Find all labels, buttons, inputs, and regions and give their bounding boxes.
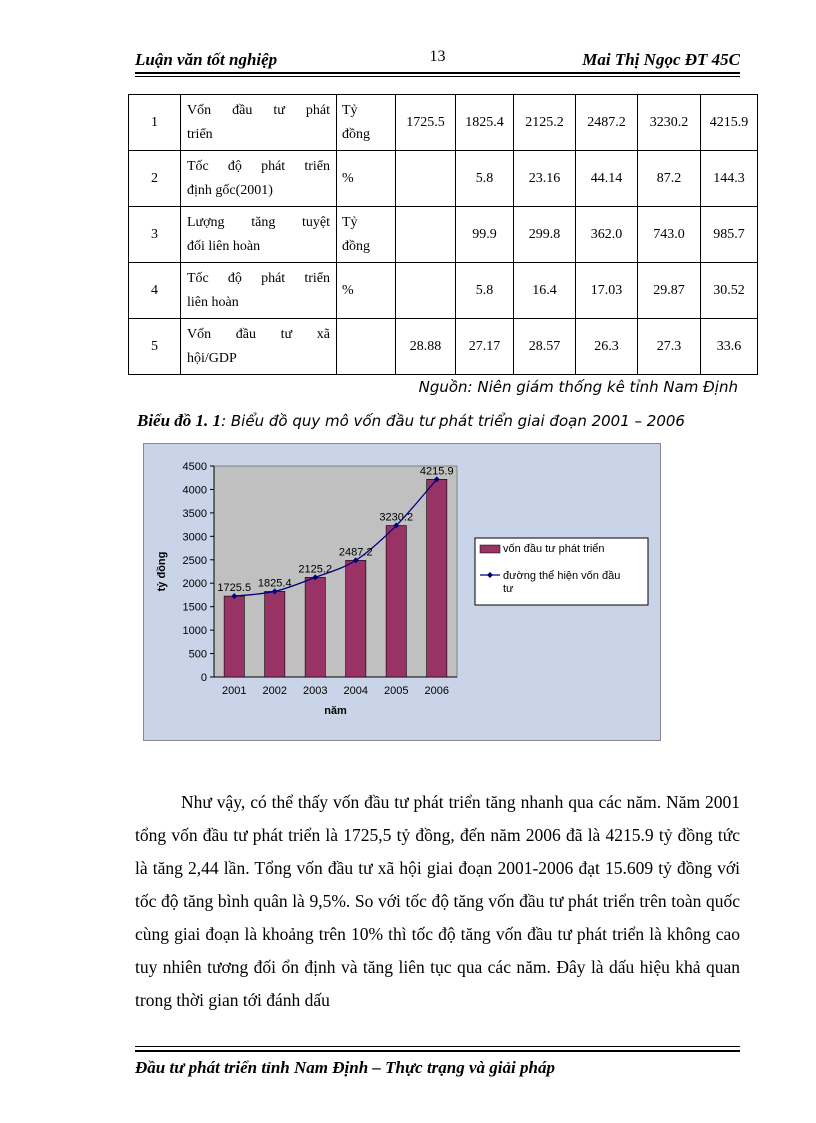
data-label: 4215.9 xyxy=(419,465,454,478)
row-value: 5.8 xyxy=(456,263,514,319)
x-tick-label: 2001 xyxy=(222,685,247,697)
indicator-line: Vốn đầu tư phát xyxy=(187,102,330,118)
row-value: 4215.9 xyxy=(701,95,758,151)
indicator-line: Tốc độ phát triển xyxy=(187,270,330,286)
row-value: 28.57 xyxy=(514,319,576,375)
row-value xyxy=(396,207,456,263)
data-label: 1825.4 xyxy=(257,577,292,590)
table-row xyxy=(129,319,758,375)
table-row xyxy=(129,207,758,263)
row-value: 3230.2 xyxy=(638,95,701,151)
data-label: 3230.2 xyxy=(379,511,414,524)
x-tick-label: 2005 xyxy=(384,685,409,697)
row-value: 27.3 xyxy=(638,319,701,375)
indicator-line: liên hoàn xyxy=(187,294,239,310)
indicator-line: Lượng tăng tuyệt xyxy=(187,214,330,230)
statistics-table xyxy=(128,94,758,375)
table-row xyxy=(129,151,758,207)
indicator-line: triển xyxy=(187,126,213,142)
row-value: 5.8 xyxy=(456,151,514,207)
row-value: 29.87 xyxy=(638,263,701,319)
chart-caption xyxy=(137,411,685,431)
row-value: 2487.2 xyxy=(576,95,638,151)
row-indicator xyxy=(181,319,337,375)
bar xyxy=(386,526,406,677)
row-value: 99.9 xyxy=(456,207,514,263)
y-tick-label: 3000 xyxy=(182,531,207,544)
page-number: 13 xyxy=(429,48,446,65)
y-tick-label: 3500 xyxy=(182,507,207,520)
caption-text: : Biểu đồ quy mô vốn đầu tư phát triển giai đoạn 2001 – 2006 xyxy=(221,412,685,430)
row-indicator xyxy=(181,95,337,151)
y-tick-label: 0 xyxy=(200,672,207,684)
row-value: 17.03 xyxy=(576,263,638,319)
y-tick-label: 500 xyxy=(188,648,207,661)
paragraph-text: Như vậy, có thể thấy vốn đầu tư phát triển tăng nhanh qua các năm. Năm 2001 tổng vốn đầu tư phát triển là 1725,5 tỷ đồng, đến năm 2006 đã là 4215.9 tỷ đồng tức là tăng 2,44 lần. Tổng vốn đầu tư xã hội giai đoạn 2001-2006 đạt 15.609 tỷ đồng với tốc độ tăng bình quân là 9,5%. So với tốc độ tăng vốn đầu tư phát triển trên toàn quốc cùng giai đoạn là khoảng trên 10% thì tốc độ tăng vốn đầu tư phát triển là không cao tuy nhiên tương đối ổn định và tăng liên tục qua các năm. Đây là dấu hiệu khả quan trong thời gian tới đánh dấu xyxy=(135,792,740,1010)
row-value: 362.0 xyxy=(576,207,638,263)
header-rule-thin xyxy=(135,76,740,77)
row-value: 28.88 xyxy=(396,319,456,375)
row-indicator xyxy=(181,263,337,319)
investment-chart xyxy=(144,444,660,740)
row-unit xyxy=(337,207,396,263)
bar xyxy=(346,560,366,677)
data-label: 2487.2 xyxy=(338,546,373,559)
unit-line: Tỷ xyxy=(342,102,358,118)
y-tick-label: 2500 xyxy=(182,554,207,567)
y-axis-title: tỷ đồng xyxy=(156,551,168,592)
row-value: 144.3 xyxy=(701,151,758,207)
row-indicator xyxy=(181,207,337,263)
row-value: 299.8 xyxy=(514,207,576,263)
y-tick-label: 4000 xyxy=(182,484,207,497)
caption-label: Biểu đồ 1. 1 xyxy=(137,411,222,430)
row-value: 1825.4 xyxy=(456,95,514,151)
footer-rule xyxy=(135,1050,740,1052)
table-source: Nguồn: Niên giám thống kê tỉnh Nam Định xyxy=(418,378,738,396)
row-number: 1 xyxy=(129,95,181,151)
x-tick-label: 2004 xyxy=(343,685,368,697)
row-value: 33.6 xyxy=(701,319,758,375)
row-value: 16.4 xyxy=(514,263,576,319)
unit-line: % xyxy=(342,170,354,186)
row-unit xyxy=(337,263,396,319)
row-value xyxy=(396,151,456,207)
bar xyxy=(224,596,244,677)
row-value: 2125.2 xyxy=(514,95,576,151)
x-tick-label: 2006 xyxy=(424,685,449,697)
row-value xyxy=(396,263,456,319)
indicator-line: Vốn đầu tư xã xyxy=(187,326,330,342)
bar xyxy=(427,479,447,677)
table-row xyxy=(129,263,758,319)
x-tick-label: 2002 xyxy=(262,685,287,697)
legend-line-label: đường thể hiện vốn đầu tư xyxy=(503,570,621,595)
row-value: 44.14 xyxy=(576,151,638,207)
row-number: 4 xyxy=(129,263,181,319)
footer-rule-thin xyxy=(135,1046,740,1047)
row-indicator xyxy=(181,151,337,207)
body-paragraph xyxy=(135,786,740,1017)
row-value: 985.7 xyxy=(701,207,758,263)
header-rule xyxy=(135,72,740,74)
y-tick-label: 1500 xyxy=(182,601,207,614)
y-tick-label: 2000 xyxy=(182,578,207,591)
bar xyxy=(305,577,325,677)
data-label: 2125.2 xyxy=(298,563,333,576)
indicator-line: Tốc độ phát triển xyxy=(187,158,330,174)
row-number: 2 xyxy=(129,151,181,207)
row-value: 30.52 xyxy=(701,263,758,319)
legend-bar-swatch xyxy=(480,545,500,553)
row-value: 87.2 xyxy=(638,151,701,207)
row-value: 23.16 xyxy=(514,151,576,207)
row-unit xyxy=(337,319,396,375)
data-label: 1725.5 xyxy=(217,582,252,595)
unit-line: % xyxy=(342,282,354,298)
row-unit xyxy=(337,95,396,151)
x-tick-label: 2003 xyxy=(303,685,328,697)
unit-line: đồng xyxy=(342,238,370,254)
x-axis-title: năm xyxy=(324,705,347,717)
header-thesis-label: Luận văn tốt nghiệp xyxy=(135,50,278,69)
row-unit xyxy=(337,151,396,207)
indicator-line: đối liên hoàn xyxy=(187,238,261,254)
table-row xyxy=(129,95,758,151)
row-value: 743.0 xyxy=(638,207,701,263)
page-footer: Đầu tư phát triển tỉnh Nam Định – Thực trạng và giải pháp xyxy=(135,1058,555,1077)
y-tick-label: 1000 xyxy=(182,625,207,638)
row-value: 26.3 xyxy=(576,319,638,375)
row-value: 27.17 xyxy=(456,319,514,375)
chart-container xyxy=(143,443,661,741)
bar xyxy=(265,591,285,677)
unit-line: Tỷ xyxy=(342,214,358,230)
indicator-line: định gốc(2001) xyxy=(187,182,273,198)
row-value: 1725.5 xyxy=(396,95,456,151)
legend-bar-label: vốn đầu tư phát triển xyxy=(503,543,605,555)
unit-line: đồng xyxy=(342,126,370,142)
indicator-line: hội/GDP xyxy=(187,350,237,366)
row-number: 5 xyxy=(129,319,181,375)
y-tick-label: 4500 xyxy=(182,461,207,473)
row-number: 3 xyxy=(129,207,181,263)
header-author: Mai Thị Ngọc ĐT 45C xyxy=(582,50,740,69)
